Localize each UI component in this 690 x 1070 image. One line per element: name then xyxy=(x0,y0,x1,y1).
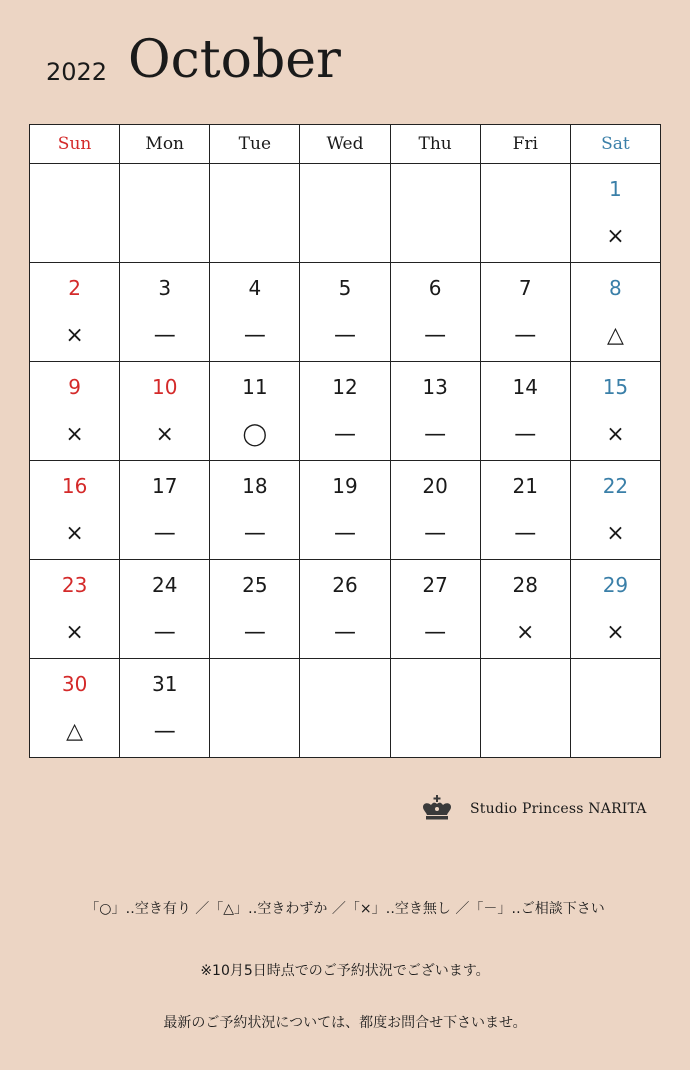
weekday-wed: Wed xyxy=(300,125,390,164)
empty-day-cell xyxy=(390,164,480,263)
availability-status: × xyxy=(65,422,84,447)
day-cell-tue xyxy=(210,461,300,560)
day-number: 9 xyxy=(68,375,81,399)
latest-info-note: 最新のご予約状況については、都度お問合せ下さいませ。 xyxy=(163,1015,527,1031)
availability-status: — xyxy=(333,521,356,546)
day-cell-sun xyxy=(30,461,120,560)
day-number: 7 xyxy=(518,276,532,300)
day-cell-wed xyxy=(300,560,390,659)
empty-day-cell xyxy=(570,659,660,758)
availability-status: — xyxy=(153,719,176,744)
day-number: 30 xyxy=(61,672,88,696)
week-row xyxy=(30,659,661,758)
studio-logo xyxy=(420,795,647,823)
day-cell-sun xyxy=(30,659,120,758)
availability-status: — xyxy=(243,620,266,645)
weekday-thu: Thu xyxy=(390,125,480,164)
day-number: 20 xyxy=(422,474,448,498)
empty-day-cell xyxy=(300,659,390,758)
day-number xyxy=(210,176,299,202)
availability-status: — xyxy=(424,521,447,546)
empty-day-cell xyxy=(120,164,210,263)
day-number: 6 xyxy=(428,276,442,300)
day-number xyxy=(210,671,299,697)
status-legend: 「○」‥空き有り ／「△」‥空きわずか ／「×」‥空き無し ／「－」‥ご相談下さい xyxy=(85,901,605,917)
day-cell-thu xyxy=(390,263,480,362)
day-cell-sun xyxy=(30,362,120,461)
day-number xyxy=(571,671,660,697)
day-cell-sat xyxy=(570,560,660,659)
day-number xyxy=(300,671,389,697)
day-cell-fri xyxy=(480,461,570,560)
day-cell-fri xyxy=(480,560,570,659)
day-cell-fri xyxy=(480,263,570,362)
weekday-header-row xyxy=(30,125,661,164)
day-number: 11 xyxy=(242,375,268,399)
empty-day-cell xyxy=(30,164,120,263)
availability-status: × xyxy=(65,620,84,645)
availability-status: × xyxy=(606,224,625,249)
day-number: 4 xyxy=(248,276,262,300)
crown-icon xyxy=(420,795,454,823)
day-cell-sun xyxy=(30,263,120,362)
day-cell-wed xyxy=(300,461,390,560)
availability-status: × xyxy=(65,521,84,546)
day-cell-mon xyxy=(120,461,210,560)
day-number: 29 xyxy=(602,573,629,597)
day-number: 8 xyxy=(609,276,622,300)
day-number xyxy=(391,671,480,697)
weekday-sun: Sun xyxy=(30,125,120,164)
availability-status: — xyxy=(153,323,176,348)
day-number: 3 xyxy=(158,276,172,300)
day-number: 22 xyxy=(602,474,629,498)
availability-status: — xyxy=(514,521,537,546)
day-cell-sat xyxy=(570,263,660,362)
day-number: 17 xyxy=(151,474,178,498)
availability-status: × xyxy=(606,521,625,546)
day-number: 1 xyxy=(609,177,622,201)
availability-status: △ xyxy=(606,323,624,348)
empty-day-cell xyxy=(480,659,570,758)
availability-status: — xyxy=(153,521,176,546)
day-cell-sat xyxy=(570,164,660,263)
availability-status xyxy=(391,719,480,745)
day-number: 2 xyxy=(68,276,81,300)
availability-status xyxy=(481,224,570,250)
availability-status: × xyxy=(516,620,535,645)
day-number: 25 xyxy=(242,573,268,597)
availability-status: — xyxy=(153,620,176,645)
empty-day-cell xyxy=(300,164,390,263)
week-row xyxy=(30,362,661,461)
day-cell-sat xyxy=(570,461,660,560)
availability-status xyxy=(30,224,119,250)
day-number: 10 xyxy=(151,375,178,399)
availability-status xyxy=(300,719,389,745)
day-number xyxy=(391,176,480,202)
weekday-tue: Tue xyxy=(210,125,300,164)
availability-status: — xyxy=(243,323,266,348)
day-number: 23 xyxy=(61,573,88,597)
day-number: 28 xyxy=(512,573,538,597)
empty-day-cell xyxy=(210,659,300,758)
day-number xyxy=(30,176,119,202)
day-cell-wed xyxy=(300,362,390,461)
availability-status: — xyxy=(333,422,356,447)
week-row xyxy=(30,164,661,263)
month-label: October xyxy=(128,30,341,90)
day-cell-tue xyxy=(210,560,300,659)
weekday-mon: Mon xyxy=(120,125,210,164)
day-number: 15 xyxy=(602,375,629,399)
weekday-sat: Sat xyxy=(570,125,660,164)
as-of-note: ※10月5日時点でのご予約状況でございます。 xyxy=(200,963,490,979)
day-number: 24 xyxy=(151,573,178,597)
day-number: 21 xyxy=(512,474,538,498)
day-cell-thu xyxy=(390,362,480,461)
availability-status: ◯ xyxy=(242,422,268,447)
week-row xyxy=(30,263,661,362)
week-row xyxy=(30,560,661,659)
calendar-grid xyxy=(29,124,661,758)
year-label: 2022 xyxy=(46,58,108,86)
day-number xyxy=(120,176,209,202)
day-number xyxy=(481,176,570,202)
availability-status xyxy=(391,224,480,250)
day-cell-mon xyxy=(120,560,210,659)
availability-status xyxy=(120,224,209,250)
day-cell-mon xyxy=(120,362,210,461)
day-number: 31 xyxy=(151,672,178,696)
day-cell-fri xyxy=(480,362,570,461)
day-cell-wed xyxy=(300,263,390,362)
day-number: 26 xyxy=(332,573,358,597)
day-cell-thu xyxy=(390,461,480,560)
availability-status: × xyxy=(65,323,84,348)
day-number xyxy=(481,671,570,697)
day-number: 12 xyxy=(332,375,358,399)
empty-day-cell xyxy=(390,659,480,758)
availability-status xyxy=(481,719,570,745)
availability-status xyxy=(210,719,299,745)
day-cell-sun xyxy=(30,560,120,659)
availability-status xyxy=(571,719,660,745)
weekday-fri: Fri xyxy=(480,125,570,164)
day-number: 5 xyxy=(338,276,352,300)
day-cell-thu xyxy=(390,560,480,659)
availability-status: × xyxy=(606,422,625,447)
day-number: 16 xyxy=(61,474,88,498)
availability-status: × xyxy=(606,620,625,645)
availability-status: — xyxy=(243,521,266,546)
availability-status: — xyxy=(514,422,537,447)
week-row xyxy=(30,461,661,560)
day-number: 13 xyxy=(422,375,448,399)
day-number: 14 xyxy=(512,375,538,399)
availability-status: — xyxy=(424,620,447,645)
day-cell-mon xyxy=(120,263,210,362)
day-number: 19 xyxy=(332,474,358,498)
availability-status: △ xyxy=(66,719,84,744)
day-cell-tue xyxy=(210,362,300,461)
availability-status: — xyxy=(514,323,537,348)
day-number: 27 xyxy=(422,573,448,597)
availability-status: — xyxy=(424,323,447,348)
availability-status: × xyxy=(155,422,174,447)
day-cell-mon xyxy=(120,659,210,758)
availability-status: — xyxy=(333,323,356,348)
availability-status: — xyxy=(333,620,356,645)
availability-status: — xyxy=(424,422,447,447)
availability-status xyxy=(300,224,389,250)
day-number: 18 xyxy=(242,474,268,498)
empty-day-cell xyxy=(210,164,300,263)
availability-status xyxy=(210,224,299,250)
studio-name: Studio Princess NARITA xyxy=(470,801,647,817)
day-number xyxy=(300,176,389,202)
empty-day-cell xyxy=(480,164,570,263)
day-cell-sat xyxy=(570,362,660,461)
day-cell-tue xyxy=(210,263,300,362)
